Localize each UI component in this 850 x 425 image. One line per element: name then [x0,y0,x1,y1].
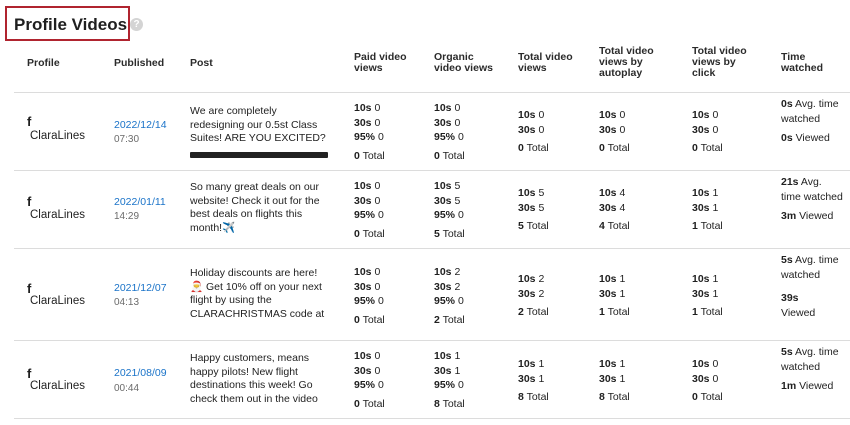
value: 0 [374,350,381,362]
label-10s: 10s [599,273,617,285]
value: 1 [619,372,626,385]
label-total: Total [700,306,723,318]
autoplay-views-cell [599,186,630,234]
avg-time-label: Avg. time watched [781,176,843,203]
value: 0 [454,102,461,114]
value: 0 [374,180,381,192]
avg-time-value: 5s [781,346,793,358]
published-date-link[interactable]: 2021/08/09 [114,367,167,379]
label-total: Total [607,220,630,232]
help-icon[interactable]: ? [130,18,143,31]
value: 0 [457,295,464,307]
column-header-total-views[interactable]: Total video views [518,51,573,74]
value: 1 [538,372,545,385]
facebook-icon: f [27,281,32,296]
total-views-cell [518,186,549,234]
avg-time-label: Avg. time watched [781,98,839,125]
value: 0 [374,266,381,278]
label-total: Total [607,391,630,403]
published-time: 14:29 [114,211,140,222]
value: 8 [434,397,440,410]
label-total: Total [362,149,385,162]
value: 5 [434,227,440,240]
label-10s: 10s [434,350,452,362]
label-total: Total [442,313,465,326]
total-views-cell [518,357,549,405]
label-10s: 10s [692,109,710,121]
value: 0 [619,123,626,136]
viewed-label: Viewed [799,380,834,392]
label-30s: 30s [434,116,452,129]
paid-views-cell [354,101,385,163]
value: 0 [374,364,381,377]
published-date-link[interactable]: 2022/12/14 [114,119,167,131]
value: 2 [454,280,461,293]
value: 5 [454,180,461,192]
value: 4 [619,201,626,214]
column-header-published[interactable]: Published [114,57,165,69]
post-text[interactable]: We are completely redesigning our 0.5st Class Suites! ARE YOU EXCITED? [190,105,326,144]
autoplay-views-cell [599,272,630,320]
profile-name: ClaraLines [30,295,85,307]
table-header [14,40,850,93]
label-10s: 10s [518,187,536,199]
label-10s: 10s [692,358,710,370]
paid-views-cell [354,349,385,411]
profile-videos-dropdown[interactable] [14,15,142,35]
label-30s: 30s [692,201,710,214]
label-total: Total [442,397,465,410]
facebook-icon: f [27,114,32,129]
value: 1 [619,287,626,300]
viewed-time-value: 3m [781,210,797,222]
value: 1 [538,358,545,370]
label-10s: 10s [599,187,617,199]
click-views-cell [692,357,723,405]
post-media-bar [190,152,328,158]
label-total: Total [526,142,549,154]
label-30s: 30s [518,372,536,385]
table-row [14,171,850,249]
value: 0 [712,109,719,121]
label-10s: 10s [518,109,536,121]
label-10s: 10s [434,102,452,114]
label-total: Total [526,306,549,318]
value: 1 [692,306,698,318]
column-header-profile[interactable]: Profile [27,57,60,69]
value: 0 [712,372,719,385]
published-time: 00:44 [114,383,140,394]
label-30s: 30s [434,194,452,207]
label-total: Total [700,391,723,403]
published-time: 04:13 [114,297,140,308]
autoplay-views-cell [599,357,630,405]
value: 0 [434,149,440,162]
value: 0 [354,149,360,162]
table-row [14,93,850,171]
label-95: 95% [434,131,456,143]
label-10s: 10s [354,180,372,192]
label-10s: 10s [599,358,617,370]
click-views-cell [692,108,723,156]
value: 4 [619,187,626,199]
total-views-cell [518,108,549,156]
paid-views-cell [354,265,385,327]
value: 0 [374,102,381,114]
label-total: Total [362,227,385,240]
label-total: Total [526,220,549,232]
value: 2 [434,313,440,326]
value: 0 [619,109,626,121]
label-30s: 30s [692,123,710,136]
label-10s: 10s [692,187,710,199]
table-row [14,249,850,341]
label-10s: 10s [434,266,452,278]
label-30s: 30s [692,372,710,385]
organic-views-cell [434,265,465,327]
value: 0 [712,123,719,136]
paid-views-cell [354,179,385,241]
label-total: Total [700,142,723,154]
time-watched-cell [781,175,843,224]
value: 5 [538,201,545,214]
value: 0 [377,295,384,307]
time-watched-cell [781,253,843,321]
viewed-label: Viewed [795,132,830,144]
column-header-organic-views[interactable]: Organic video views [434,51,493,74]
click-views-cell [692,272,723,320]
profile-name: ClaraLines [30,209,85,221]
label-30s: 30s [692,287,710,300]
value: 4 [599,220,605,232]
autoplay-views-cell [599,108,630,156]
label-30s: 30s [354,116,372,129]
value: 0 [538,123,545,136]
value: 0 [374,194,381,207]
avg-time-value: 0s [781,98,793,110]
value: 0 [354,397,360,410]
facebook-icon: f [27,366,32,381]
value: 0 [538,109,545,121]
label-10s: 10s [434,180,452,192]
column-header-post[interactable]: Post [190,57,213,69]
facebook-icon: f [27,194,32,209]
label-30s: 30s [599,287,617,300]
value: 1 [454,364,461,377]
value: 0 [374,116,381,129]
click-views-cell [692,186,723,234]
column-header-click-views[interactable]: Total video views by click [692,45,747,79]
avg-time-label: Avg. time watched [781,254,839,281]
label-30s: 30s [354,280,372,293]
value: 5 [538,187,545,199]
total-views-cell [518,272,549,320]
value: 2 [538,287,545,300]
value: 0 [457,209,464,221]
published-time: 07:30 [114,134,140,145]
label-30s: 30s [354,364,372,377]
value: 1 [712,201,719,214]
label-30s: 30s [434,364,452,377]
label-10s: 10s [354,102,372,114]
label-95: 95% [434,295,456,307]
page-title: Profile Videos [14,15,128,34]
value: 0 [377,379,384,391]
value: 0 [377,209,384,221]
label-95: 95% [434,209,456,221]
value: 8 [599,391,605,403]
label-total: Total [526,391,549,403]
value: 5 [454,194,461,207]
label-10s: 10s [692,273,710,285]
value: 1 [454,350,461,362]
table-row [14,341,850,419]
value: 2 [518,306,524,318]
published-date-link[interactable]: 2022/01/11 [114,196,166,208]
value: 0 [354,227,360,240]
profile-name: ClaraLines [30,380,85,392]
value: 0 [354,313,360,326]
value: 1 [712,287,719,300]
label-10s: 10s [599,109,617,121]
post-text[interactable]: Holiday discounts are here! 🎅 Get 10% off on your next flight by using the CLARACHRISTMAS code at [190,267,325,320]
label-10s: 10s [518,358,536,370]
value: 2 [454,266,461,278]
label-95: 95% [434,379,456,391]
viewed-label: Viewed [799,210,834,222]
label-total: Total [442,149,465,162]
organic-views-cell [434,349,465,411]
organic-views-cell [434,179,465,241]
value: 1 [692,220,698,232]
viewed-label: Viewed [781,307,816,319]
label-95: 95% [354,209,376,221]
organic-views-cell [434,101,465,163]
published-date-link[interactable]: 2021/12/07 [114,282,167,294]
value: 5 [518,220,524,232]
column-header-paid-views[interactable]: Paid video views [354,51,407,74]
label-10s: 10s [354,350,372,362]
viewed-time-value: 39s [781,292,799,304]
time-watched-cell [781,97,843,146]
label-30s: 30s [599,201,617,214]
value: 2 [538,273,545,285]
label-total: Total [700,220,723,232]
label-95: 95% [354,379,376,391]
column-header-time-watched[interactable]: Time watched [781,51,824,74]
value: 0 [692,391,698,403]
value: 0 [457,131,464,143]
profile-name: ClaraLines [30,130,85,142]
label-total: Total [607,306,630,318]
label-95: 95% [354,131,376,143]
label-30s: 30s [518,287,536,300]
value: 1 [712,187,719,199]
post-text[interactable]: So many great deals on our website! Check it out for the best deals on flights this month!✈️ [190,181,320,234]
value: 1 [712,273,719,285]
label-30s: 30s [434,280,452,293]
label-30s: 30s [354,194,372,207]
value: 0 [518,142,524,154]
label-30s: 30s [518,201,536,214]
value: 0 [377,131,384,143]
label-total: Total [442,227,465,240]
viewed-time-value: 1m [781,380,797,392]
value: 0 [374,280,381,293]
value: 0 [692,142,698,154]
value: 1 [619,358,626,370]
avg-time-label: Avg. time watched [781,346,839,373]
value: 0 [457,379,464,391]
avg-time-value: 5s [781,254,793,266]
value: 1 [599,306,605,318]
value: 0 [712,358,719,370]
label-total: Total [362,313,385,326]
label-total: Total [362,397,385,410]
avg-time-value: 21s [781,176,799,188]
value: 8 [518,391,524,403]
time-watched-cell [781,345,843,394]
viewed-time-value: 0s [781,132,793,144]
label-10s: 10s [354,266,372,278]
label-30s: 30s [518,123,536,136]
label-30s: 30s [599,123,617,136]
value: 0 [454,116,461,129]
label-10s: 10s [518,273,536,285]
value: 1 [619,273,626,285]
label-total: Total [607,142,630,154]
post-text[interactable]: Happy customers, means happy pilots! New flight destinations this week! Go check them out in the video [190,352,318,405]
column-header-autoplay-views[interactable]: Total video views by autoplay [599,45,654,79]
value: 0 [599,142,605,154]
label-95: 95% [354,295,376,307]
label-30s: 30s [599,372,617,385]
